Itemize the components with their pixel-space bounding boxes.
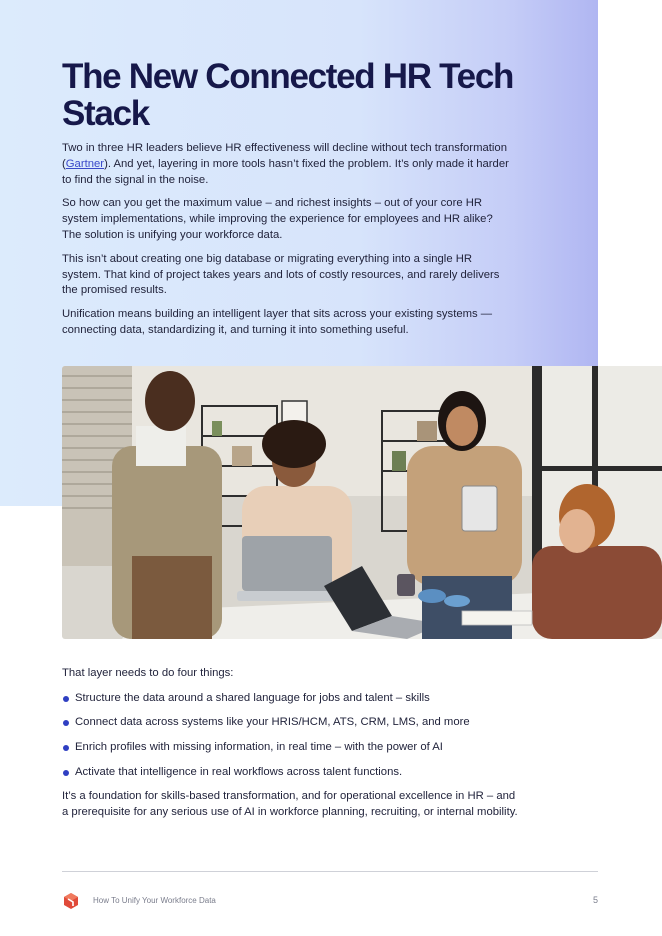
bullet-dot-icon — [63, 745, 69, 751]
list-item-text: Enrich profiles with missing information, in real time – with the power of AI — [75, 740, 443, 753]
list-item — [62, 715, 522, 731]
bullet-list — [62, 691, 522, 781]
bullet-dot-icon — [63, 770, 69, 776]
footer-doc-title: How To Unify Your Workforce Data — [93, 896, 216, 905]
list-item-text: Connect data across systems like your HRIS/HCM, ATS, CRM, LMS, and more — [75, 716, 470, 729]
list-item-text: Activate that intelligence in real workflows across talent functions. — [75, 765, 403, 778]
intro-paragraph-1 — [62, 141, 512, 188]
gartner-link[interactable]: Gartner — [65, 157, 105, 170]
list-lead: That layer needs to do four things: — [62, 667, 234, 679]
list-item — [62, 740, 522, 756]
bullet-dot-icon — [63, 696, 69, 702]
page-number: 5 — [592, 895, 598, 905]
footer-divider — [62, 871, 598, 872]
brand-logo-icon — [62, 892, 80, 910]
closing-paragraph: It’s a foundation for skills-based transformation, and for operational excellence in HR – and a prerequisite for any serious use of AI in workforce planning, recruiting, or internal mobility. — [62, 790, 518, 818]
intro-paragraph-4: Unification means building an intelligent layer that sits across your existing systems — connecting data, standardizing it, and turning it into something useful. — [62, 308, 493, 336]
intro-p1-text-a: Two in three HR leaders believe HR effectiveness will decline without tech transformation ( — [62, 142, 507, 170]
team-meeting-photo — [62, 366, 662, 639]
intro-p1-text-b: ). And yet, layering in more tools hasn’t fixed the problem. It’s only made it harder to find the signal in the noise. — [62, 157, 509, 186]
list-item — [62, 765, 522, 781]
list-item-text: Structure the data around a shared language for jobs and talent – skills — [75, 691, 430, 704]
intro-paragraph-2: So how can you get the maximum value – and richest insights – out of your core HR system implementations, while improving the experience for employees and HR alike? The solution is unifying your workforce data. — [62, 197, 493, 241]
body-section — [62, 666, 522, 821]
intro-paragraph-3: This isn’t about creating one big database or migrating everything into a single HR system. That kind of project takes years and lots of costly resources, and rarely delivers the promised results. — [62, 252, 500, 297]
intro-section — [62, 141, 512, 347]
list-item — [62, 691, 522, 707]
bullet-dot-icon — [63, 720, 69, 726]
page-title: The New Connected HR Tech Stack — [62, 57, 514, 133]
